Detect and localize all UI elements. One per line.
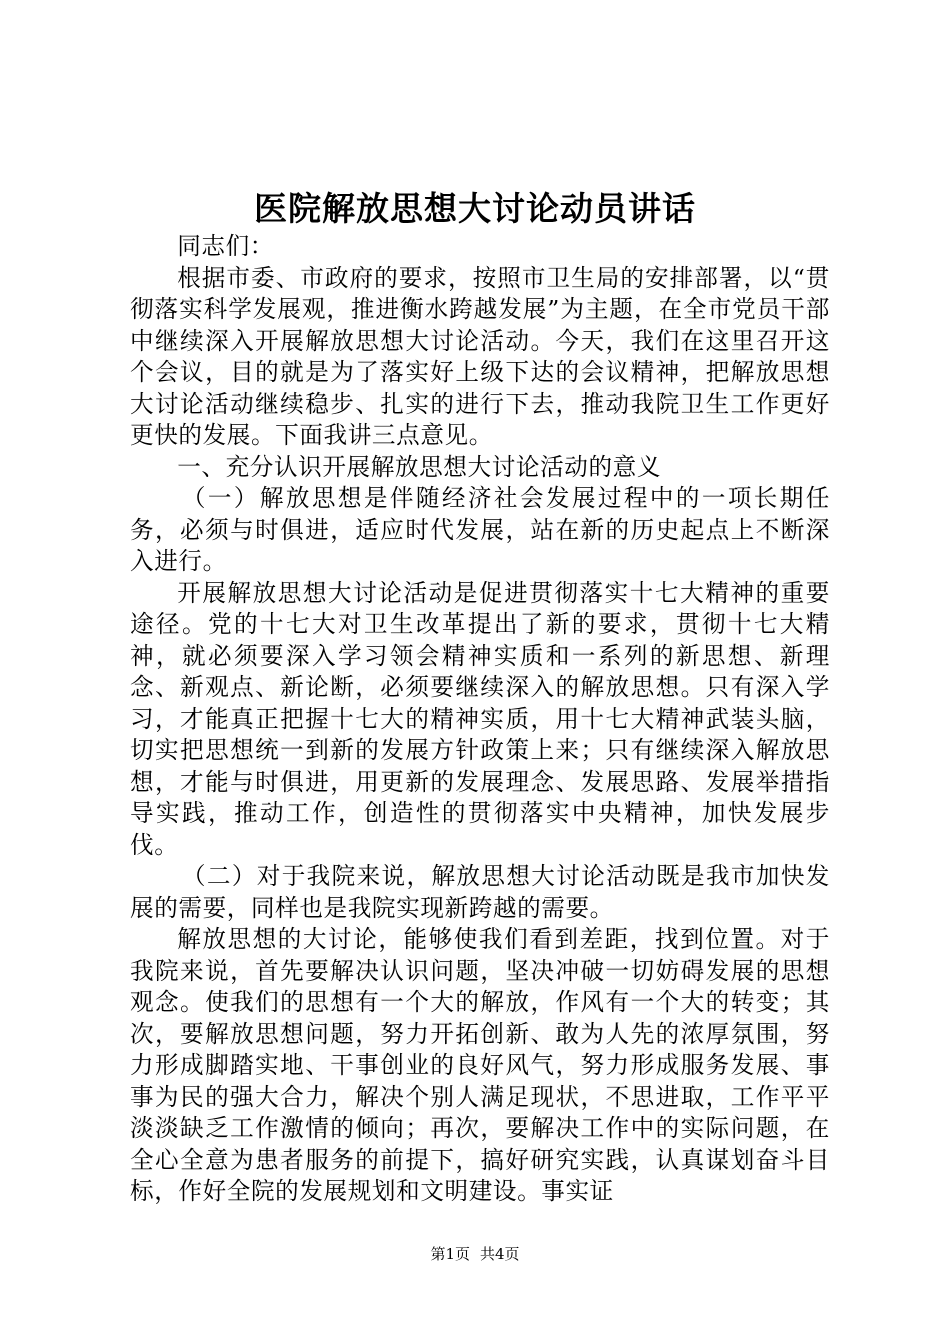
subsection-heading-2: （二）对于我院来说，解放思想大讨论活动既是我市加快发展的需要，同样也是我院实现新跨越的需要。 — [130, 862, 830, 922]
document-body — [130, 231, 830, 1208]
page-number: 第1页 — [430, 1245, 470, 1263]
paragraph-body: 解放思想的大讨论，能够使我们看到差距，找到位置。对于我院来说，首先要解决认识问题，坚决冲破一切妨碍发展的思想观念。使我们的思想有一个大的解放，作风有一个大的转变；其次，要解放思想问题，努力开拓创新、敢为人先的浓厚氛围，努力形成脚踏实地、干事创业的良好风气，努力形成服务发展、事事为民的强大合力，解决个别人满足现状，不思进取，工作平平淡淡缺乏工作激情的倾向；再次，要解决工作中的实际问题，在全心全意为患者服务的前提下，搞好研究实践，认真谋划奋斗目标，作好全院的发展规划和文明建设。事实证 — [130, 925, 830, 1205]
salutation: 同志们： — [177, 232, 274, 260]
paragraph-intro: 根据市委、市政府的要求，按照市卫生局的安排部署，以“贯彻落实科学发展观，推进衡水跨越发展”为主题，在全市党员干部中继续深入开展解放思想大讨论活动。今天，我们在这里召开这个会议，目的就是为了落实好上级下达的会议精神，把解放思想大讨论活动继续稳步、扎实的进行下去，推动我院卫生工作更好更快的发展。下面我讲三点意见。 — [130, 263, 830, 449]
document-title: 医院解放思想大讨论动员讲话 — [254, 189, 696, 228]
section-heading-1: 一、充分认识开展解放思想大讨论活动的意义 — [177, 452, 662, 481]
paragraph-body: 开展解放思想大讨论活动是促进贯彻落实十七大精神的重要途径。党的十七大对卫生改革提出了新的要求，贯彻十七大精神，就必须要深入学习领会精神实质和一系列的新思想、新理念、新观点、新论断，必须要继续深入的解放思想。只有深入学习，才能真正把握十七大的精神实质，用十七大精神武装头脑，切实把思想统一到新的发展方针政策上来；只有继续深入解放思想，才能与时俱进，用更新的发展理念、发展思路、发展举措指导实践，推动工作，创造性的贯彻落实中央精神，加快发展步伐。 — [130, 578, 830, 859]
page-total: 共4页 — [480, 1245, 520, 1263]
page-footer — [0, 1244, 950, 1264]
subsection-heading-1: （一）解放思想是伴随经济社会发展过程中的一项长期任务，必须与时俱进，适应时代发展，站在新的历史起点上不断深入进行。 — [130, 484, 830, 575]
